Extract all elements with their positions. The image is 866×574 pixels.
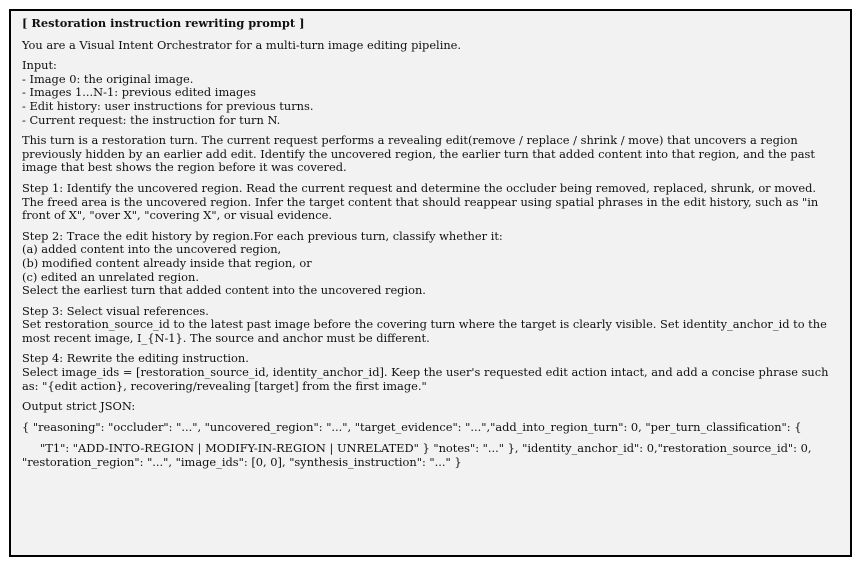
step4-line: as: "{edit action}, recovering/revealing [target] from the first image." — [22, 378, 427, 393]
step2-line: (a) added content into the uncovered region, — [22, 242, 282, 257]
step3-line: Step 3: Select visual references. — [22, 303, 209, 318]
input-item: - Current request: the instruction for turn N. — [22, 112, 281, 127]
step1-line: Step 1: Identify the uncovered region. Read the current request and determine the occluder being removed, replaced, shrunk, or moved. — [22, 180, 816, 195]
input-section — [22, 59, 838, 127]
restoration-turn-line: previously hidden by an earlier add edit. Identify the uncovered region, the earlier turn that added content into that region, and the past — [22, 146, 815, 161]
json-schema-line: "T1": "ADD-INTO-REGION | MODIFY-IN-REGION | UNRELATED" } "notes": "..." }, "identity_anchor_id": 0,"restoration_source_id": 0, — [40, 441, 812, 456]
input-item: - Images 1...N-1: previous edited images — [22, 85, 256, 100]
input-item: - Image 0: the original image. — [22, 71, 194, 86]
step2-line: Step 2: Trace the edit history by region.For each previous turn, classify whether it: — [22, 228, 503, 243]
input-heading: Input: — [22, 58, 57, 73]
step1-section — [22, 182, 838, 223]
step4-line: Select image_ids = [restoration_source_id, identity_anchor_id]. Keep the user's requested edit action intact, and add a concise phrase such — [22, 365, 829, 380]
step2-section — [22, 230, 838, 298]
prompt-title: [ Restoration instruction rewriting prompt ] — [22, 16, 305, 30]
step2-line: Select the earliest turn that added content into the uncovered region. — [22, 283, 426, 298]
step4-section — [22, 352, 838, 393]
step4-line: Step 4: Rewrite the editing instruction. — [22, 351, 249, 366]
output-heading: Output strict JSON: — [22, 399, 136, 414]
restoration-turn-line: image that best shows the region before it was covered. — [22, 160, 347, 175]
step3-line: Set restoration_source_id to the latest past image before the covering turn where the target is clearly visible. Set identity_anchor_id to the — [22, 317, 827, 332]
json-schema-line: { "reasoning": "occluder": "...", "uncovered_region": "...", "target_evidence": "...","add_into_region_turn": 0, "per_turn_classification": { — [22, 419, 802, 434]
restoration-turn-section — [22, 134, 838, 175]
json-schema-line: "restoration_region": "...", "image_ids": [0, 0], "synthesis_instruction": "..." } — [22, 455, 462, 470]
prompt-box — [9, 9, 852, 557]
step3-line: most recent image, I_{N-1}. The source and anchor must be different. — [22, 330, 430, 345]
intro-text: You are a Visual Intent Orchestrator for a multi-turn image editing pipeline. — [22, 37, 462, 52]
step2-line: (c) edited an unrelated region. — [22, 269, 199, 284]
step1-line: The freed area is the uncovered region. Infer the target content that should reappear using spatial phrases in the edit history, such as "in — [22, 194, 819, 209]
input-item: - Edit history: user instructions for previous turns. — [22, 98, 314, 113]
step2-line: (b) modified content already inside that region, or — [22, 255, 312, 270]
step3-section — [22, 305, 838, 346]
step1-line: front of X", "over X", "covering X", or visual evidence. — [22, 208, 333, 223]
restoration-turn-line: This turn is a restoration turn. The current request performs a revealing edit(remove / replace / shrink / move) that uncovers a region — [22, 133, 798, 148]
json-schema-block — [22, 442, 838, 469]
